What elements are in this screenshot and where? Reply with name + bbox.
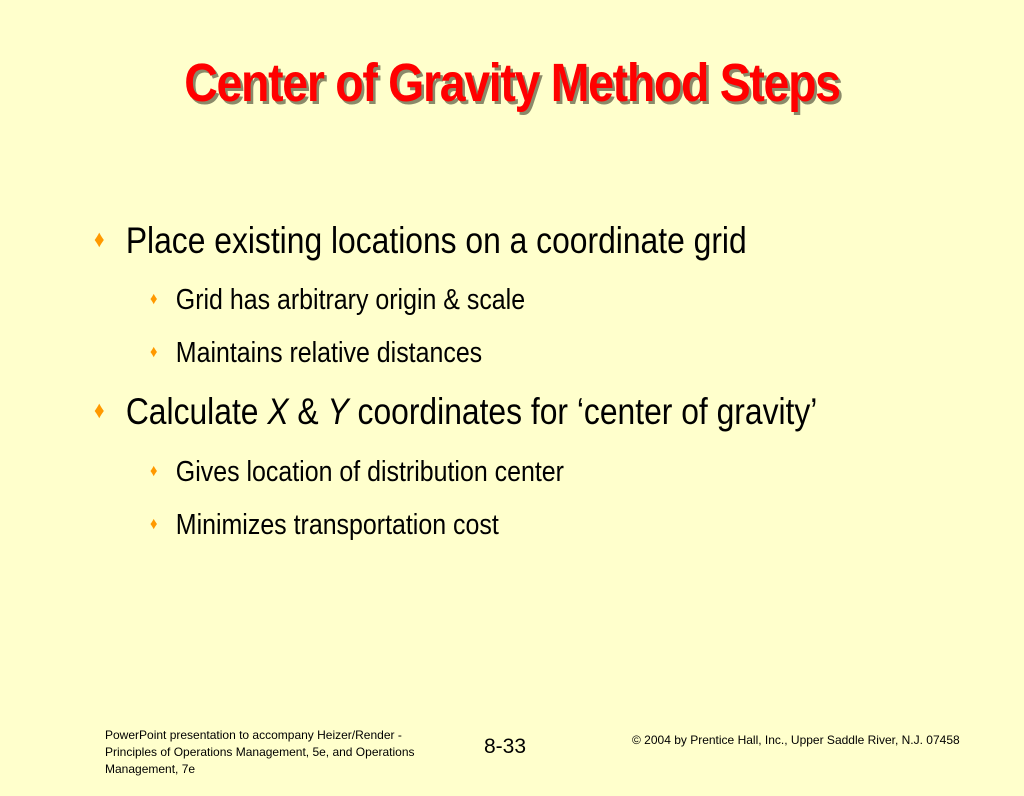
sub-bullet-text: Maintains relative distances [175,337,483,369]
diamond-icon: ♦ [150,514,158,533]
bullet-item [94,391,817,433]
footer-copyright: © 2004 by Prentice Hall, Inc., Upper Saddle River, N.J. 07458 [632,733,960,747]
sub-bullet-item [150,456,564,489]
sub-bullet-item [150,337,482,370]
sub-bullet-text: Minimizes transportation cost [175,509,499,541]
sub-bullet-item [150,284,525,317]
sub-bullet-item [150,509,499,542]
diamond-icon: ♦ [150,342,158,361]
diamond-icon: ♦ [94,226,105,253]
slide-title: Center of Gravity Method Steps [184,53,840,113]
sub-bullet-text: Gives location of distribution center [175,456,564,488]
page-number: 8-33 [484,735,527,758]
bullet-text-part: & [288,391,328,432]
diamond-icon: ♦ [150,461,158,480]
bullet-text-y: Y [327,391,349,432]
bullet-text-part: Calculate [125,391,268,432]
bullet-text: Place existing locations on a coordinate grid [125,220,747,261]
diamond-icon: ♦ [150,289,158,308]
bullet-text-x: X [267,391,289,432]
footer-source: PowerPoint presentation to accompany Heizer/Render - Principles of Operations Management, 5e, and Operations Management, 7e [105,728,415,776]
sub-bullet-text: Grid has arbitrary origin & scale [175,284,526,316]
bullet-text-part: coordinates for ‘center of gravity’ [348,391,818,432]
bullet-item [94,220,747,262]
diamond-icon: ♦ [94,397,105,424]
